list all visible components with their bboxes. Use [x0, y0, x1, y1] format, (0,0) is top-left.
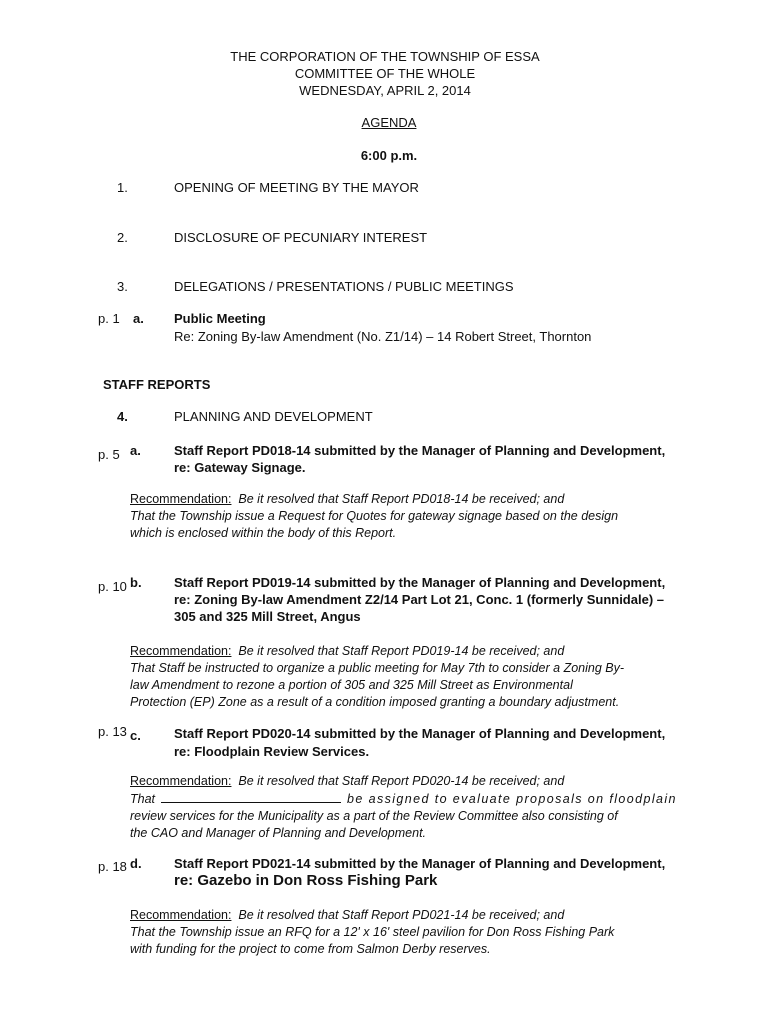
- page-ref: p. 13: [98, 724, 127, 739]
- section-label: PLANNING AND DEVELOPMENT: [174, 409, 373, 424]
- header-line-3: WEDNESDAY, APRIL 2, 2014: [299, 83, 471, 98]
- item-title: Public Meeting: [174, 311, 266, 326]
- recommendation-label: Recommendation:: [130, 492, 232, 506]
- agenda-title: AGENDA: [361, 115, 417, 130]
- rec-line: Be it resolved that Staff Report PD021-14 be received; and: [238, 908, 565, 922]
- rec-line: Be it resolved that Staff Report PD019-14 be received; and: [238, 644, 565, 658]
- rec-line: the CAO and Manager of Planning and Development.: [130, 826, 427, 840]
- recommendation: [130, 491, 685, 542]
- item-number: 2.: [117, 230, 128, 245]
- recommendation-label: Recommendation:: [130, 774, 232, 788]
- recommendation: [130, 907, 685, 958]
- report-title: 305 and 325 Mill Street, Angus: [174, 609, 361, 624]
- item-letter: a.: [130, 443, 141, 458]
- rec-line: be assigned to evaluate proposals on floodplain: [347, 792, 677, 806]
- rec-line: Protection (EP) Zone as a result of a condition imposed granting a boundary adjustment.: [130, 695, 620, 709]
- item-label: DELEGATIONS / PRESENTATIONS / PUBLIC MEETINGS: [174, 279, 514, 294]
- page-ref: p. 18: [98, 859, 127, 874]
- report-title: Staff Report PD021-14 submitted by the Manager of Planning and Development,: [174, 856, 666, 871]
- rec-line: law Amendment to rezone a portion of 305 and 325 Mill Street as Environmental: [130, 678, 573, 692]
- item-label: DISCLOSURE OF PECUNIARY INTEREST: [174, 230, 428, 245]
- page-ref: p. 5: [98, 447, 120, 462]
- rec-line: That: [130, 792, 156, 806]
- item-letter: b.: [130, 575, 142, 590]
- page-ref: p. 1: [98, 311, 120, 326]
- report-title: re: Gateway Signage.: [174, 460, 306, 475]
- recommendation: [130, 773, 685, 842]
- rec-line: review services for the Municipality as a part of the Review Committee also consisting of: [130, 809, 618, 823]
- rec-line: That the Township issue a Request for Quotes for gateway signage based on the design: [130, 509, 619, 523]
- staff-reports-heading: STAFF REPORTS: [103, 377, 211, 392]
- header-line-2: COMMITTEE OF THE WHOLE: [294, 66, 476, 81]
- recommendation-label: Recommendation:: [130, 908, 232, 922]
- rec-line: Be it resolved that Staff Report PD020-14 be received; and: [238, 774, 565, 788]
- meeting-time: 6:00 p.m.: [360, 148, 418, 163]
- item-letter: c.: [130, 728, 141, 743]
- report-title: Staff Report PD020-14 submitted by the Manager of Planning and Development,: [174, 726, 666, 741]
- report-title: re: Gazebo in Don Ross Fishing Park: [174, 872, 438, 889]
- rec-line: Be it resolved that Staff Report PD018-14 be received; and: [238, 492, 565, 506]
- recommendation-label: Recommendation:: [130, 644, 232, 658]
- item-number: 3.: [117, 279, 128, 294]
- item-number: 1.: [117, 180, 128, 195]
- report-title: Staff Report PD019-14 submitted by the Manager of Planning and Development,: [174, 575, 666, 590]
- report-title: re: Floodplain Review Services.: [174, 744, 370, 759]
- rec-line: That the Township issue an RFQ for a 12' x 16' steel pavilion for Don Ross Fishing Park: [130, 925, 615, 939]
- item-re: Re: Zoning By-law Amendment (No. Z1/14) – 14 Robert Street, Thornton: [174, 329, 592, 344]
- recommendation: [130, 643, 685, 711]
- report-title: re: Zoning By-law Amendment Z2/14 Part Lot 21, Conc. 1 (formerly Sunnidale) –: [174, 592, 664, 607]
- rec-line: That Staff be instructed to organize a public meeting for May 7th to consider a Zoning By-: [130, 661, 625, 675]
- blank-fill-line: [161, 790, 341, 803]
- item-letter: d.: [130, 856, 142, 871]
- report-title: Staff Report PD018-14 submitted by the Manager of Planning and Development,: [174, 443, 666, 458]
- section-number: 4.: [117, 409, 128, 424]
- item-letter: a.: [133, 311, 144, 326]
- page-ref: p. 10: [98, 579, 127, 594]
- rec-line: with funding for the project to come from Salmon Derby reserves.: [130, 942, 491, 956]
- header-line-1: THE CORPORATION OF THE TOWNSHIP OF ESSA: [230, 49, 540, 64]
- rec-line: which is enclosed within the body of this Report.: [130, 526, 397, 540]
- item-label: OPENING OF MEETING BY THE MAYOR: [174, 180, 419, 195]
